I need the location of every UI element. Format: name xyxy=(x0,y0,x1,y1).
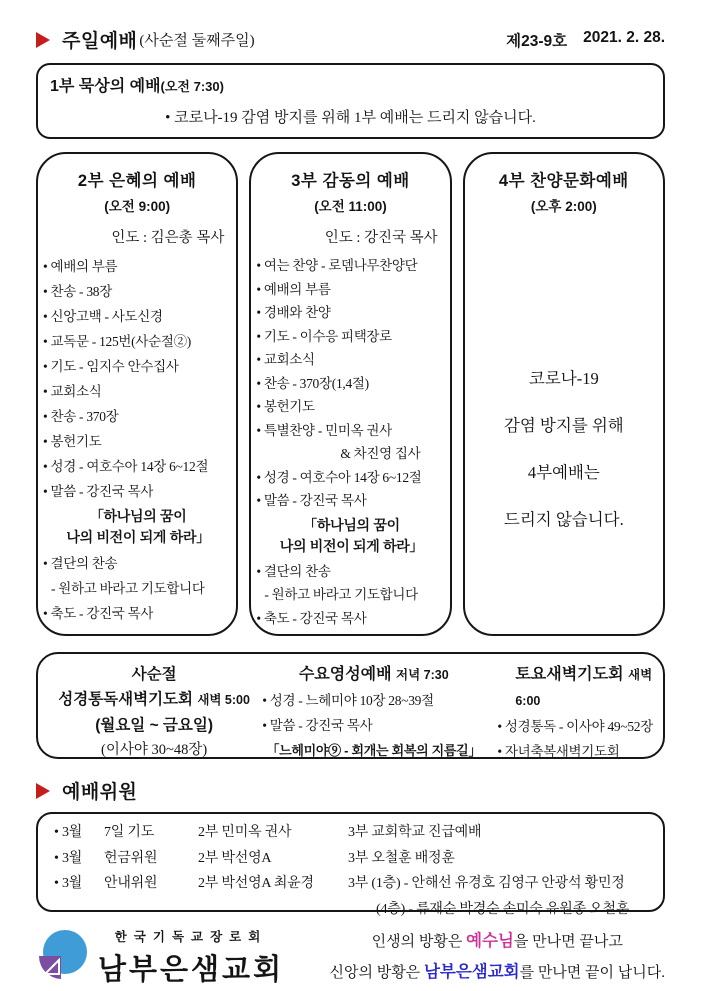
committee-part3: 3부 오철훈 배정훈 xyxy=(348,850,455,866)
notice-line: 코로나-19 xyxy=(528,369,599,388)
order-item: • 결단의 찬송 xyxy=(43,556,118,571)
sunday-worship-header xyxy=(0,26,701,53)
red-triangle-icon xyxy=(36,32,50,48)
committee-part2: 2부 박선영A xyxy=(198,850,272,866)
order-item: - 원하고 바라고 기도합니다 xyxy=(264,587,418,602)
slogan-text: 신앙의 방황은 xyxy=(329,965,424,981)
lent-time: 새벽 5:00 xyxy=(197,693,250,707)
committee-month: • 3월 xyxy=(54,850,83,866)
committee-role xyxy=(104,897,198,923)
wednesday-time: 저녁 7:30 xyxy=(396,668,449,682)
service2-order-list xyxy=(38,254,236,626)
committee-role: 안내위원 xyxy=(104,876,158,891)
order-item: • 축도 - 강진국 목사 xyxy=(256,610,367,626)
lent-reading: (이사야 30~48장) xyxy=(101,742,208,758)
committee-row xyxy=(54,897,649,923)
service3-title: 3부 감동의 예배 xyxy=(291,172,410,190)
service1-notice: • 코로나-19 감염 방지를 위해 1부 예배는 드리지 않습니다. xyxy=(165,110,536,126)
order-item: • 찬송 - 370장 xyxy=(43,409,119,424)
service1-time: (오전 7:30) xyxy=(160,79,224,94)
sermon-title-line: 나의 비전이 되게 하라」 xyxy=(279,537,424,554)
order-item: • 예배의 부름 xyxy=(43,259,118,274)
order-item: • 말씀 - 강진국 목사 xyxy=(43,484,154,499)
notice-line: 감염 방지를 위해 xyxy=(503,416,624,435)
page-title: 주일예배 xyxy=(62,31,138,52)
order-item: • 예배의 부름 xyxy=(256,281,331,297)
slogan-text: 를 만나면 끝이 납니다. xyxy=(519,965,665,981)
issue-number: 제23-9호 xyxy=(506,32,568,50)
saturday-title-row xyxy=(497,662,653,714)
saturday-item: • 성경통독 - 이사야 49~52장 xyxy=(497,719,653,734)
slogan-line xyxy=(329,957,665,988)
committee-part3: (4층) - 류재순 박경순 손미숙 유원종 오철훈 xyxy=(376,901,630,917)
service2-title: 2부 은혜의 예배 xyxy=(77,172,197,190)
committee-row xyxy=(54,820,649,846)
order-item: • 축도 - 강진국 목사 xyxy=(43,606,154,621)
order-item: • 결단의 찬송 xyxy=(256,563,331,579)
order-item: • 교회소식 xyxy=(43,384,102,399)
church-logo xyxy=(36,927,284,988)
wednesday-item: • 성경 - 느헤미야 10장 28~39절 xyxy=(262,693,434,708)
service2-box xyxy=(36,152,238,636)
service3-leader: 인도 : 강진국 목사 xyxy=(324,230,438,246)
service1-box xyxy=(36,63,665,139)
sermon-title-line: 나의 비전이 되게 하라」 xyxy=(66,529,210,545)
order-item: • 기도 - 임지수 안수집사 xyxy=(43,359,179,374)
order-item: • 찬송 - 370장(1,4절) xyxy=(256,375,369,391)
service4-box xyxy=(463,152,665,636)
slogan-text: 인생의 방황은 xyxy=(371,934,467,950)
church-name: 남부은샘교회 xyxy=(98,953,285,986)
committee-row xyxy=(54,846,649,872)
slogan-line xyxy=(329,926,665,957)
lent-name-row xyxy=(46,687,262,713)
sermon-title xyxy=(256,515,446,557)
committee-box xyxy=(36,812,665,917)
page-subtitle: (사순절 둘째주일) xyxy=(139,33,255,49)
committee-month: • 3월 xyxy=(54,825,83,840)
order-item: • 여는 찬양 - 로뎀나무찬양단 xyxy=(256,258,418,273)
order-item: • 교독문 - 125번(사순절②) xyxy=(43,334,191,349)
wednesday-sermon-title: 「느헤미야⑨ - 회개는 회복의 지름길」 xyxy=(266,743,482,758)
sermon-title-line: 「하나님의 꿈이 xyxy=(303,516,400,533)
service2-time: (오전 9:00) xyxy=(104,199,171,214)
footer xyxy=(36,926,665,988)
issue-date: 2021. 2. 28. xyxy=(583,28,665,46)
service3-box xyxy=(249,152,451,636)
lent-days: (월요일 ~ 금요일) xyxy=(95,717,214,734)
saturday-time: 새벽 6:00 xyxy=(515,668,653,708)
order-item: • 경배와 찬양 xyxy=(256,305,331,320)
committee-role: 7일 기도 xyxy=(104,825,155,840)
midweek-box xyxy=(36,652,665,759)
committee-part2: 2부 박선영A 최윤경 xyxy=(198,876,314,891)
notice-line: 4부예배는 xyxy=(527,463,600,482)
wednesday-item: • 말씀 - 강진국 목사 xyxy=(262,718,373,733)
service3-order-list xyxy=(251,254,449,630)
slogan-text: 을 만나면 끝나고 xyxy=(513,934,623,950)
church-slogan xyxy=(329,926,665,988)
order-item: • 봉헌기도 xyxy=(43,434,102,449)
lent-name: 성경통독새벽기도회 xyxy=(58,691,193,708)
order-item: • 신앙고백 - 사도신경 xyxy=(43,309,163,324)
lent-dawn-prayer xyxy=(46,662,262,758)
order-item: • 찬송 - 38장 xyxy=(43,284,112,299)
service3-time: (오전 11:00) xyxy=(314,199,387,214)
notice-line: 드리지 않습니다. xyxy=(503,510,624,529)
order-item: • 성경 - 여호수아 14장 6~12절 xyxy=(256,469,422,485)
services-row xyxy=(36,152,665,636)
order-item: • 특별찬양 - 민미옥 권사 xyxy=(256,422,392,438)
service4-covid-notice xyxy=(465,355,663,543)
saturday-name: 토요새벽기도회 xyxy=(515,666,624,683)
order-item: • 성경 - 여호수아 14장 6~12절 xyxy=(43,459,209,474)
wednesday-name: 수요영성예배 xyxy=(298,666,392,683)
church-logo-text xyxy=(98,927,284,988)
service1-title: 1부 묵상의 예배 xyxy=(50,78,161,95)
red-triangle-icon xyxy=(36,783,50,799)
committee-month xyxy=(54,897,104,923)
service4-title: 4부 찬양문화예배 xyxy=(498,172,629,190)
committee-role: 헌금위원 xyxy=(104,850,158,866)
saturday-dawn-prayer xyxy=(485,662,653,759)
lent-title: 사순절 xyxy=(131,666,177,683)
issue-info xyxy=(506,29,665,51)
saturday-item: • 자녀축복새벽기도회 xyxy=(497,744,620,759)
committee-month: • 3월 xyxy=(54,876,83,891)
wednesday-title-row xyxy=(262,662,485,688)
sermon-title xyxy=(43,506,233,548)
service4-time: (오후 2:00) xyxy=(530,199,597,214)
service2-leader: 인도 : 김은총 목사 xyxy=(111,230,225,246)
committee-part3: 3부 (1층) - 안해선 유경호 김영구 안광석 황민정 xyxy=(348,876,625,891)
sermon-title-line: 「하나님의 꿈이 xyxy=(89,508,187,524)
order-item: • 교회소식 xyxy=(256,352,315,367)
committee-header xyxy=(0,777,701,804)
slogan-highlight-church: 남부은샘교회 xyxy=(423,963,520,981)
committee-part2 xyxy=(198,897,348,923)
order-item: - 원하고 바라고 기도합니다 xyxy=(51,581,205,596)
committee-row xyxy=(54,871,649,897)
order-item: • 기도 - 이수응 피택장로 xyxy=(256,328,392,344)
committee-part3: 3부 교회학교 진급예배 xyxy=(348,825,482,840)
church-logo-icon xyxy=(36,928,90,987)
committee-title: 예배위원 xyxy=(62,782,138,803)
order-item: • 말씀 - 강진국 목사 xyxy=(256,493,367,508)
denomination-name: 한국기독교장로회 xyxy=(114,929,268,944)
slogan-highlight-jesus: 예수님 xyxy=(466,932,514,950)
service1-title-row xyxy=(50,73,651,96)
order-item: & 차진영 집사 xyxy=(340,446,421,461)
order-item: • 봉헌기도 xyxy=(256,399,315,414)
wednesday-service xyxy=(262,662,485,758)
committee-part2: 2부 민미옥 권사 xyxy=(198,825,292,840)
